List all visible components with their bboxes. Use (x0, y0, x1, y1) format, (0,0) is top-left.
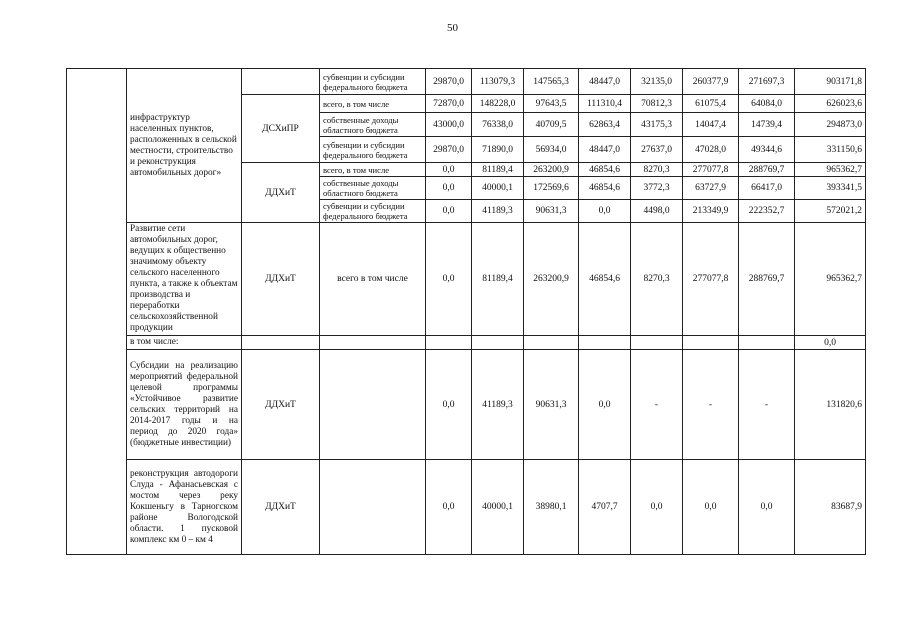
value-cell: 90631,3 (524, 350, 579, 460)
value-cell: 97643,5 (524, 95, 579, 113)
value-cell: 14047,4 (683, 113, 739, 137)
value-cell: 41189,3 (472, 200, 524, 223)
value-cell: 14739,4 (739, 113, 795, 137)
empty-cell (320, 350, 426, 460)
value-cell: 172569,6 (524, 177, 579, 200)
value-cell: 271697,3 (739, 69, 795, 95)
empty-cell (472, 336, 524, 350)
total-cell: 965362,7 (795, 223, 866, 336)
measure-description: Субсидии на реализацию мероприятий федеральной целевой программы «Устойчивое развитие сельских территорий на 2014-2017 годы и на период до 2020 года» (бюджетные инвестиции) (127, 350, 242, 460)
value-cell: 277077,8 (683, 163, 739, 177)
empty-cell (320, 460, 426, 555)
value-cell: 0,0 (426, 223, 472, 336)
value-cell: 72870,0 (426, 95, 472, 113)
value-cell: 0,0 (683, 460, 739, 555)
total-cell: 393341,5 (795, 177, 866, 200)
value-cell: 70812,3 (631, 95, 683, 113)
value-cell: 81189,4 (472, 223, 524, 336)
empty-cell (579, 336, 631, 350)
value-cell: 113079,3 (472, 69, 524, 95)
value-cell: 0,0 (426, 200, 472, 223)
value-cell: 0,0 (579, 350, 631, 460)
value-cell: 147565,3 (524, 69, 579, 95)
value-cell: 66417,0 (739, 177, 795, 200)
executor-cell: ДДХиТ (242, 350, 320, 460)
empty-cell (320, 336, 426, 350)
value-cell: 0,0 (426, 460, 472, 555)
value-cell: 43000,0 (426, 113, 472, 137)
value-cell: - (631, 350, 683, 460)
empty-cell (524, 336, 579, 350)
executor-cell (242, 69, 320, 95)
value-cell: 8270,3 (631, 163, 683, 177)
value-cell: 90631,3 (524, 200, 579, 223)
value-cell: 38980,1 (524, 460, 579, 555)
funding-source: субвенции и субсидии федерального бюджета (320, 200, 426, 223)
funding-source: собственные доходы областного бюджета (320, 177, 426, 200)
value-cell: 32135,0 (631, 69, 683, 95)
value-cell: 40709,5 (524, 113, 579, 137)
value-cell: 27637,0 (631, 137, 683, 163)
empty-cell (631, 336, 683, 350)
total-cell: 903171,8 (795, 69, 866, 95)
value-cell: 8270,3 (631, 223, 683, 336)
empty-cell (242, 336, 320, 350)
table-row (67, 350, 866, 460)
executor-cell: ДДХиТ (242, 223, 320, 336)
value-cell: 76338,0 (472, 113, 524, 137)
total-cell: 294873,0 (795, 113, 866, 137)
total-cell: 331150,6 (795, 137, 866, 163)
total-cell: 0,0 (795, 336, 866, 350)
executor-cell: ДДХиТ (242, 460, 320, 555)
value-cell: - (739, 350, 795, 460)
value-cell: 0,0 (426, 163, 472, 177)
value-cell: 48447,0 (579, 69, 631, 95)
value-cell: 3772,3 (631, 177, 683, 200)
value-cell: 263200,9 (524, 163, 579, 177)
value-cell: 0,0 (426, 350, 472, 460)
value-cell: 81189,4 (472, 163, 524, 177)
table-row (67, 223, 866, 336)
value-cell: 47028,0 (683, 137, 739, 163)
funding-source: субвенции и субсидии федерального бюджета (320, 137, 426, 163)
value-cell: 0,0 (739, 460, 795, 555)
funding-source: субвенции и субсидии федерального бюджета (320, 69, 426, 95)
total-cell: 626023,6 (795, 95, 866, 113)
total-cell: 131820,6 (795, 350, 866, 460)
value-cell: 49344,6 (739, 137, 795, 163)
value-cell: 41189,3 (472, 350, 524, 460)
value-cell: - (683, 350, 739, 460)
value-cell: 46854,6 (579, 177, 631, 200)
value-cell: 263200,9 (524, 223, 579, 336)
value-cell: 29870,0 (426, 137, 472, 163)
executor-cell: ДДХиТ (242, 163, 320, 223)
total-cell: 572021,2 (795, 200, 866, 223)
value-cell: 4498,0 (631, 200, 683, 223)
value-cell: 40000,1 (472, 177, 524, 200)
page-number: 50 (447, 22, 458, 34)
value-cell: 62863,4 (579, 113, 631, 137)
value-cell: 61075,4 (683, 95, 739, 113)
measure-description: инфраструктур населенных пунктов, расположенных в сельской местности, строительство и реконструкция автомобильных дорог» (127, 69, 242, 223)
including-label: в том числе: (127, 336, 242, 350)
total-cell: 83687,9 (795, 460, 866, 555)
empty-cell (426, 336, 472, 350)
funding-source: всего, в том числе (320, 95, 426, 113)
value-cell: 277077,8 (683, 223, 739, 336)
table-row (67, 460, 866, 555)
value-cell: 43175,3 (631, 113, 683, 137)
value-cell: 148228,0 (472, 95, 524, 113)
value-cell: 288769,7 (739, 223, 795, 336)
value-cell: 4707,7 (579, 460, 631, 555)
value-cell: 111310,4 (579, 95, 631, 113)
value-cell: 29870,0 (426, 69, 472, 95)
number-column-cell (67, 69, 127, 555)
funding-source: всего, в том числе (320, 163, 426, 177)
measure-description: реконструкция автодороги Слуда - Афанасьевская с мостом через реку Кокшеньгу в Тарногском районе Вологодской области. 1 пусковой комплекс км 0 – км 4 (127, 460, 242, 555)
value-cell: 260377,9 (683, 69, 739, 95)
value-cell: 0,0 (426, 177, 472, 200)
value-cell: 0,0 (579, 200, 631, 223)
value-cell: 222352,7 (739, 200, 795, 223)
funding-source: всего в том числе (320, 223, 426, 336)
value-cell: 64084,0 (739, 95, 795, 113)
budget-table (66, 68, 866, 555)
total-cell: 965362,7 (795, 163, 866, 177)
value-cell: 48447,0 (579, 137, 631, 163)
empty-cell (683, 336, 739, 350)
funding-source: собственные доходы областного бюджета (320, 113, 426, 137)
value-cell: 0,0 (631, 460, 683, 555)
empty-cell (739, 336, 795, 350)
value-cell: 213349,9 (683, 200, 739, 223)
value-cell: 63727,9 (683, 177, 739, 200)
table-row (67, 69, 866, 95)
value-cell: 71890,0 (472, 137, 524, 163)
value-cell: 56934,0 (524, 137, 579, 163)
table-row (67, 336, 866, 350)
measure-description: Развитие сети автомобильных дорог, ведущих к общественно значимому объекту сельского населенного пункта, а также к объектам производства и переработки сельскохозяйственной продукции (127, 223, 242, 336)
value-cell: 288769,7 (739, 163, 795, 177)
value-cell: 46854,6 (579, 163, 631, 177)
executor-cell: ДСХиПР (242, 95, 320, 163)
value-cell: 46854,6 (579, 223, 631, 336)
value-cell: 40000,1 (472, 460, 524, 555)
